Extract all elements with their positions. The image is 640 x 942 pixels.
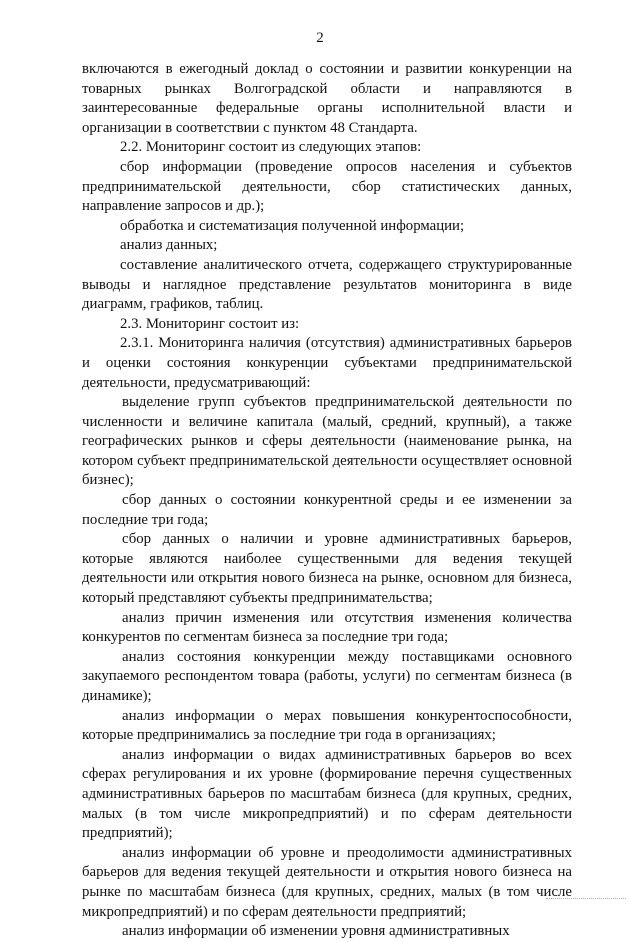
paragraph-stage-processing: обработка и систематизация полученной информации; bbox=[120, 217, 465, 234]
list-item: сбор данных о наличии и уровне административных барьеров, которые являются наиболее существенными для ведения текущей деятельности или открытия нового бизнеса на рынке, основном для бизнеса, который представляют субъекты предпринимательства; bbox=[82, 531, 572, 607]
list-item: анализ информации об уровне и преодолимости административных барьеров для ведения текущей деятельности и открытия нового бизнеса на рынке по масштабам бизнеса (для крупных, средних, малых (в том числе микропредприятий) и по сферам деятельности предприятий; bbox=[82, 844, 572, 920]
paragraph-stage-report: составление аналитического отчета, содержащего структурированные выводы и наглядное представление результатов мониторинга в виде диаграмм, графиков, таблиц. bbox=[82, 256, 572, 313]
paragraph-section-2-3: 2.3. Мониторинг состоит из: bbox=[120, 315, 300, 332]
paragraph-continuation: включаются в ежегодный доклад о состоянии и развитии конкуренции на товарных рынках Волгоградской области и направляются в заинтересованные федеральные органы исполнительной власти и организации в соответствии с пунктом 48 Стандарта. bbox=[82, 61, 572, 136]
page-number: 2 bbox=[316, 30, 324, 46]
list-item: сбор данных о состоянии конкурентной среды и ее изменении за последние три года; bbox=[82, 492, 572, 528]
paragraph-stage-collection: сбор информации (проведение опросов населения и субъектов предпринимательской деятельности, сбор статистических данных, направление запросов и др.); bbox=[82, 158, 572, 215]
paragraph-stage-analysis: анализ данных; bbox=[120, 237, 218, 254]
list-item: анализ состояния конкуренции между поставщиками основного закупаемого респондентом товара (работы, услуги) по сегментам бизнеса (в динамике); bbox=[82, 648, 572, 704]
list-item: выделение групп субъектов предпринимательской деятельности по численности и величине капитала (малый, средний, крупный), а также географических рынков и сферы деятельности (наименование рынка, на котором субъект предпринимательской деятельности осуществляет основной бизнес); bbox=[82, 394, 572, 489]
body-text bbox=[82, 60, 572, 942]
list-item: анализ информации об изменении уровня административных bbox=[122, 923, 510, 940]
paragraph-section-2-3-1: 2.3.1. Мониторинга наличия (отсутствия) административных барьеров и оценки состояния конкуренции субъектами предпринимательской деятельности, предусматривающий: bbox=[82, 335, 572, 391]
paragraph-section-2-2: 2.2. Мониторинг состоит из следующих этапов: bbox=[120, 139, 422, 156]
scan-artifact bbox=[546, 892, 626, 899]
list-item: анализ информации о видах административных барьеров во всех сферах регулирования и их уровне (формирование перечня существенных административных барьеров по масштабам бизнеса (для крупных, средних, малых (в том числе микропредприятий) и по сферам деятельности предприятий); bbox=[82, 746, 572, 842]
list-item: анализ причин изменения или отсутствия изменения количества конкурентов по сегментам бизнеса за последние три года; bbox=[82, 609, 572, 646]
list-item: анализ информации о мерах повышения конкурентоспособности, которые предпринимались за последние три года в организациях; bbox=[82, 707, 572, 744]
